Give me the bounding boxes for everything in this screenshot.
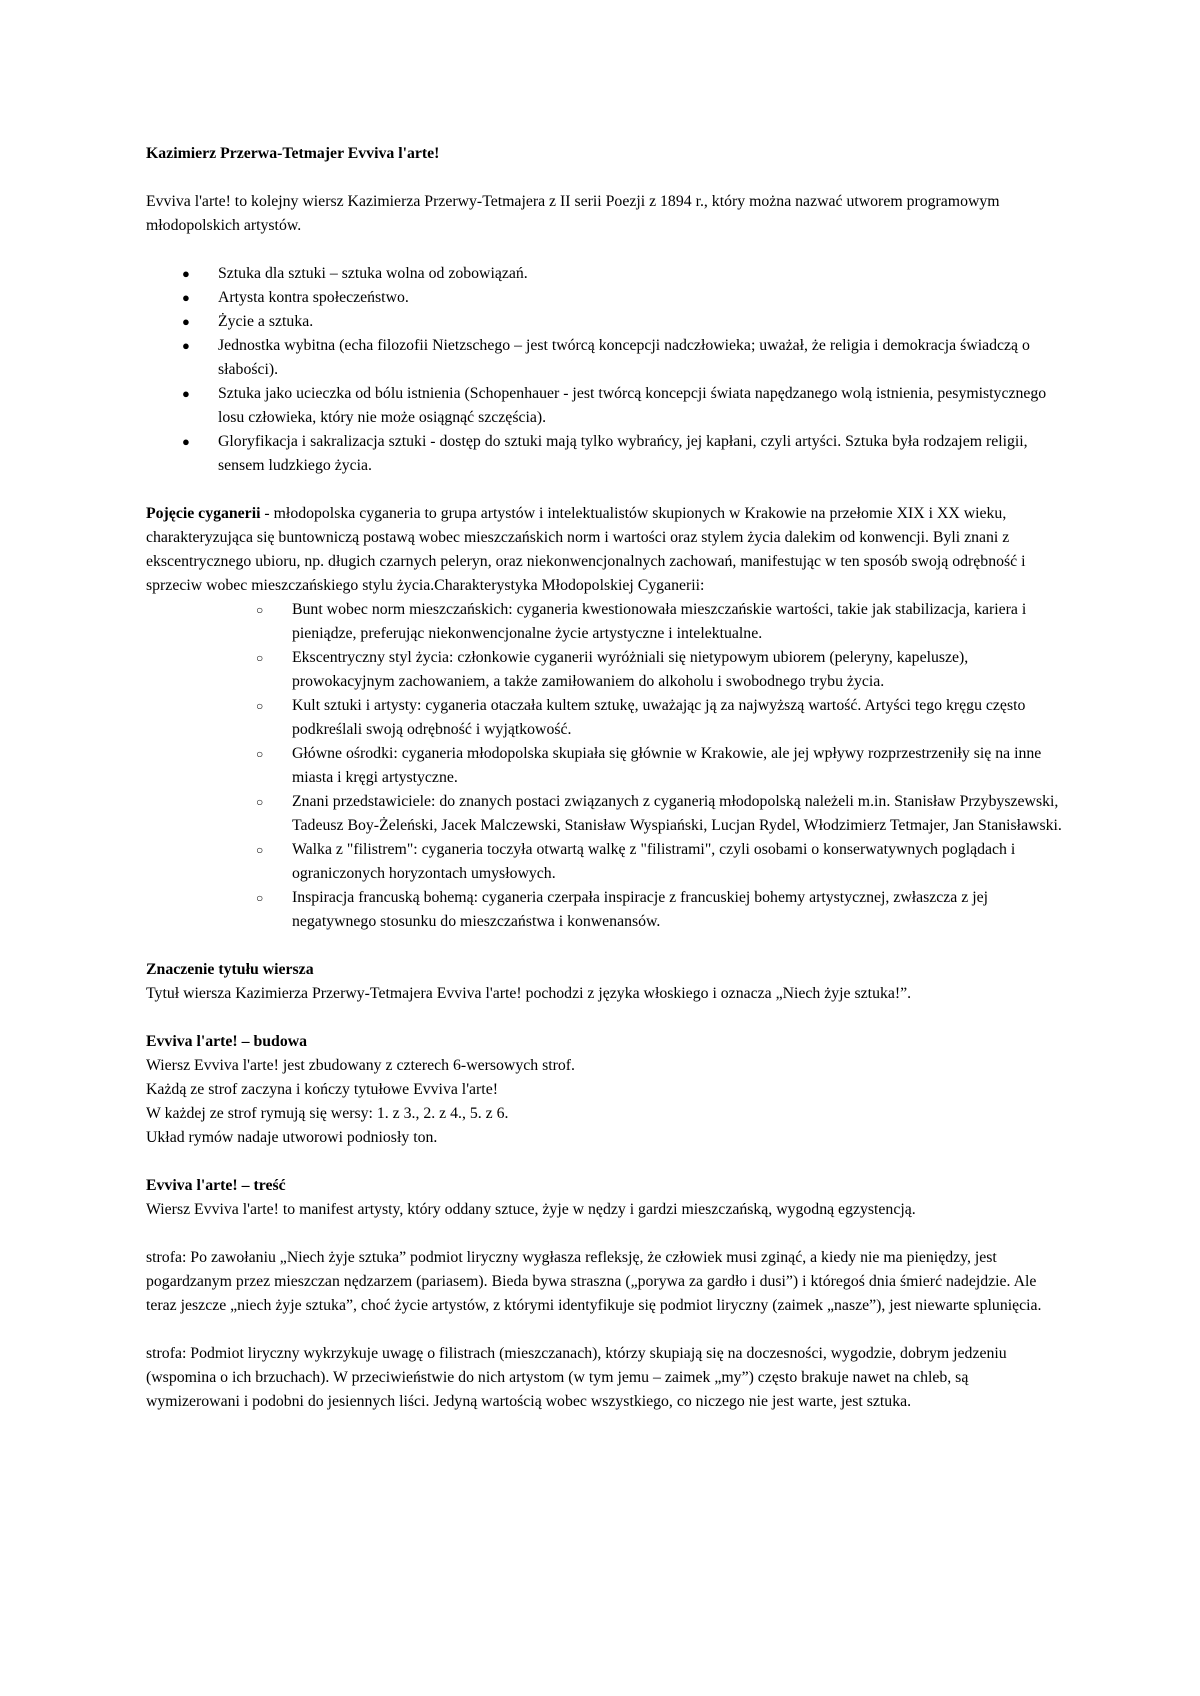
bullet-icon: ● [182,434,190,449]
znaczenie-text: Tytuł wiersza Kazimierza Przerwy-Tetmajera Evviva l'arte! pochodzi z języka włoskiego i oznacza „Niech żyje sztuka!”. [146,985,912,1002]
cyganeria-text: - młodopolska cyganeria to grupa artystów i intelektualistów skupionych w Krakowie na przełomie XIX i XX wieku, charakteryzująca się buntowniczą postawą wobec mieszczańskich norm i wartości oraz stylem życia dalekim od konwencji. Byli znani z ekscentrycznego ubioru, np. długich czarnych peleryn, oraz niekonwencjonalnych zachowań, manifestując w ten sposób swoją odrębność i sprzeciw wobec mieszczańskiego stylu życia.Charakterystyka Młodopolskiej Cyganerii: [146,505,1026,594]
znaczenie-section [146,958,1066,1006]
circle-bullet-icon: ○ [256,795,264,809]
list-item: ○ Walka z "filistrem": cyganeria toczyła otwartą walkę z "filistrami", czyli osobami o konserwatywnych poglądach i ograniczonych horyzontach umysłowych. [292,838,1066,886]
list-item: ● Sztuka jako ucieczka od bólu istnienia (Schopenhauer - jest twórcą koncepcji świata napędzanego wolą istnienia, pesymistycznego losu człowieka, który nie może osiągnąć szczęścia). [218,382,1066,430]
cyganeria-paragraph [146,502,1066,598]
tresc-text: Wiersz Evviva l'arte! to manifest artysty, który oddany sztuce, żyje w nędzy i gardzi mieszczańską, wygodną egzystencją. [146,1201,916,1218]
section-heading: Znaczenie tytułu wiersza [146,961,314,978]
circle-bullet-icon: ○ [256,843,264,857]
intro-paragraph: Evviva l'arte! to kolejny wiersz Kazimierza Przerwy-Tetmajera z II serii Poezji z 1894 r., który można nazwać utworem programowym młodopolskich artystów. [146,193,1000,234]
document-page [146,142,1066,1438]
themes-list [146,262,1066,478]
section-heading: Evviva l'arte! – budowa [146,1033,308,1050]
list-item: ● Jednostka wybitna (echa filozofii Nietzschego – jest twórcą koncepcji nadczłowieka; uważał, że religia i demokracja świadczą o słabości). [218,334,1066,382]
budowa-line: Układ rymów nadaje utworowi podniosły ton. [146,1129,438,1146]
strofa-paragraph-2: strofa: Podmiot liryczny wykrzykuje uwagę o filistrach (mieszczanach), którzy skupiają się na doczesności, wygodzie, dobrym jedzeniu (wspomina o ich brzuchach). W przeciwieństwie do nich artystom (w tym jemu – zaimek „my”) często brakuje nawet na chleb, są wymizerowani i podobni do jesiennych liści. Jedyną wartością wobec wszystkiego, co niczego nie jest warte, jest sztuka. [146,1345,1007,1410]
list-item: ○ Ekscentryczny styl życia: członkowie cyganerii wyróżniali się nietypowym ubiorem (peleryny, kapelusze), prowokacyjnym zachowaniem, a także zamiłowaniem do alkoholu i swobodnego trybu życia. [292,646,1066,694]
tresc-section [146,1174,1066,1222]
list-item: ● Artysta kontra społeczeństwo. [218,286,1066,310]
list-item: ● Życie a sztuka. [218,310,1066,334]
circle-bullet-icon: ○ [256,651,264,665]
bullet-icon: ● [182,290,190,305]
strofa-paragraph-1: strofa: Po zawołaniu „Niech żyje sztuka” podmiot liryczny wygłasza refleksję, że człowiek musi zginąć, a kiedy nie ma pieniędzy, jest pogardzanym przez mieszczan nędzarzem (pariasem). Bieda bywa straszna („porywa za gardło i dusi”) i któregoś dnia śmierć nadejdzie. Ale teraz jeszcze „niech żyje sztuka”, choć życie artystów, z którymi identyfikuje się podmiot liryczny (zaimek „nasze”), jest niewarte splunięcia. [146,1249,1042,1314]
list-item: ○ Bunt wobec norm mieszczańskich: cyganeria kwestionowała mieszczańskie wartości, takie jak stabilizacja, kariera i pieniądze, preferując niekonwencjonalne życie artystyczne i intelektualne. [292,598,1066,646]
circle-bullet-icon: ○ [256,603,264,617]
cyganeria-term: Pojęcie cyganerii [146,505,261,522]
budowa-section [146,1030,1066,1150]
budowa-line: Każdą ze strof zaczyna i kończy tytułowe Evviva l'arte! [146,1081,498,1098]
bullet-icon: ● [182,314,190,329]
budowa-line: Wiersz Evviva l'arte! jest zbudowany z czterech 6-wersowych strof. [146,1057,575,1074]
circle-bullet-icon: ○ [256,747,264,761]
list-item: ○ Inspiracja francuską bohemą: cyganeria czerpała inspiracje z francuskiej bohemy artystycznej, zwłaszcza z jej negatywnego stosunku do mieszczaństwa i konwenansów. [292,886,1066,934]
circle-bullet-icon: ○ [256,699,264,713]
list-item: ○ Znani przedstawiciele: do znanych postaci związanych z cyganerią młodopolską należeli m.in. Stanisław Przybyszewski, Tadeusz Boy-Żeleński, Jacek Malczewski, Stanisław Wyspiański, Lucjan Rydel, Włodzimierz Tetmajer, Jan Stanisławski. [292,790,1066,838]
bullet-icon: ● [182,338,190,353]
circle-bullet-icon: ○ [256,891,264,905]
cyganeria-list [146,598,1066,934]
budowa-line: W każdej ze strof rymują się wersy: 1. z 3., 2. z 4., 5. z 6. [146,1105,509,1122]
bullet-icon: ● [182,386,190,401]
list-item: ○ Główne ośrodki: cyganeria młodopolska skupiała się głównie w Krakowie, ale jej wpływy rozprzestrzeniły się na inne miasta i kręgi artystyczne. [292,742,1066,790]
section-heading: Evviva l'arte! – treść [146,1177,286,1194]
list-item: ● Sztuka dla sztuki – sztuka wolna od zobowiązań. [218,262,1066,286]
list-item: ○ Kult sztuki i artysty: cyganeria otaczała kultem sztukę, uważając ją za najwyższą wartość. Artyści tego kręgu często podkreślali swoją odrębność i wyjątkowość. [292,694,1066,742]
bullet-icon: ● [182,266,190,281]
list-item: ● Gloryfikacja i sakralizacja sztuki - dostęp do sztuki mają tylko wybrańcy, jej kapłani, czyli artyści. Sztuka była rodzajem religii, sensem ludzkiego życia. [218,430,1066,478]
document-title: Kazimierz Przerwa-Tetmajer Evviva l'arte! [146,145,440,162]
